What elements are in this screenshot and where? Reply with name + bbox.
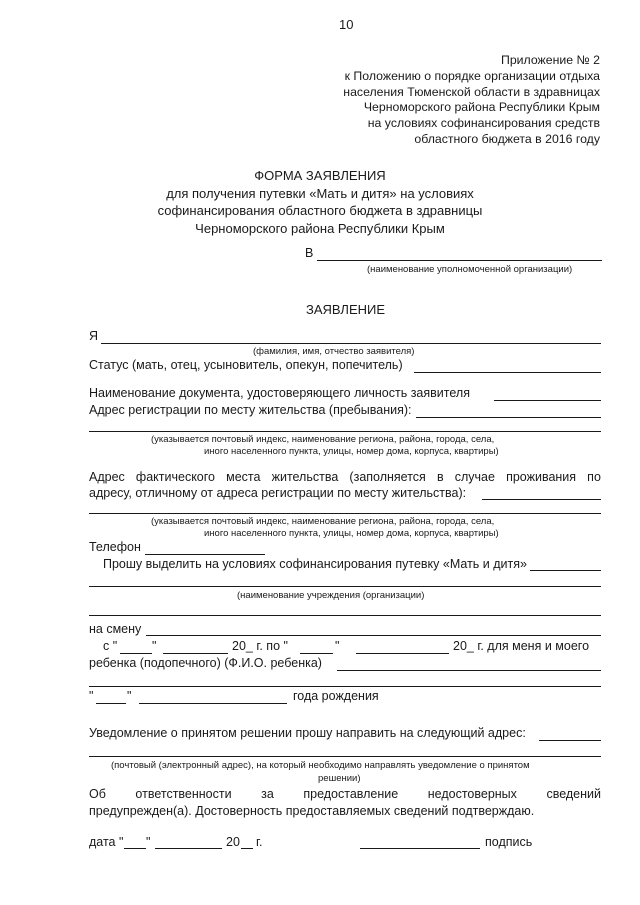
sign-year-field[interactable] <box>241 848 253 849</box>
shift-label: на смену <box>89 622 142 636</box>
sign-date-quote: " <box>146 835 151 849</box>
sign-date-month[interactable] <box>155 848 222 849</box>
request-field[interactable] <box>530 570 601 571</box>
statement-title: ЗАЯВЛЕНИЕ <box>306 302 386 317</box>
fact-label-line1 <box>89 470 601 484</box>
fact-word: (заполняется <box>349 470 426 484</box>
birth-quote-open: " <box>89 689 94 703</box>
fact-word: места <box>226 470 261 484</box>
appendix-line: к Положению о порядке организации отдыха <box>344 68 600 83</box>
date-from-month[interactable] <box>163 653 228 654</box>
fact-word: в <box>436 470 444 484</box>
shift-field[interactable] <box>146 635 601 636</box>
date-from-quote: " <box>152 639 157 653</box>
fact-caption: (указывается почтовый индекс, наименование региона, района, города, села, <box>151 516 495 527</box>
notify-field-line2[interactable] <box>89 756 601 757</box>
sign-date-day[interactable] <box>124 848 146 849</box>
fact-word: случае <box>454 470 495 484</box>
fact-word: фактического <box>135 470 215 484</box>
form-title-line: софинансирования областного бюджета в здравницы <box>157 203 483 218</box>
sign-year-suffix: г. <box>256 835 263 849</box>
fact-word: жительства <box>271 470 339 484</box>
notify-field[interactable] <box>539 740 601 741</box>
birth-label: года рождения <box>293 689 379 703</box>
reg-field[interactable] <box>416 417 601 418</box>
birth-quote-close: " <box>127 689 132 703</box>
recipient-prefix: В <box>305 246 314 260</box>
form-title-line: ФОРМА ЗАЯВЛЕНИЯ <box>254 168 386 183</box>
resp-word: предоставление <box>303 787 399 801</box>
resp-word: недостоверных <box>427 787 517 801</box>
institution-field[interactable] <box>89 586 601 587</box>
fio-field[interactable] <box>101 343 601 344</box>
fact-field-line2[interactable] <box>89 513 601 514</box>
fact-label-line2: адресу, отличному от адреса регистрации по месту жительства): <box>89 486 467 500</box>
fact-caption: иного населенного пункта, улицы, номер дома, корпуса, квартиры) <box>204 528 499 539</box>
birth-month[interactable] <box>139 703 287 704</box>
form-title <box>0 167 640 237</box>
date-to-day[interactable] <box>300 653 333 654</box>
birth-day[interactable] <box>96 703 126 704</box>
child-field[interactable] <box>337 670 601 671</box>
sign-date-label: дата " <box>89 835 124 849</box>
appendix-line: областного бюджета в 2016 году <box>414 131 600 146</box>
form-title-line: для получения путевки «Мать и дитя» на условиях <box>166 185 474 201</box>
child-label: ребенка (подопечного) (Ф.И.О. ребенка) <box>89 656 322 670</box>
signature-label: подпись <box>485 835 533 849</box>
resp-word: сведений <box>546 787 601 801</box>
date-from-day[interactable] <box>120 653 152 654</box>
notify-caption: решении) <box>318 773 361 784</box>
status-label: Статус (мать, отец, усыновитель, опекун, попечитель) <box>89 358 403 372</box>
institution-caption: (наименование учреждения (организации) <box>237 590 425 601</box>
reg-caption: иного населенного пункта, улицы, номер дома, корпуса, квартиры) <box>204 446 499 457</box>
reg-field-line2[interactable] <box>89 431 601 432</box>
notify-caption: (почтовый (электронный адрес), на который необходимо направлять уведомление о принятом <box>111 760 530 771</box>
page-number: 10 <box>339 17 354 32</box>
child-field-line2[interactable] <box>89 686 601 687</box>
fact-word: Адрес <box>89 470 125 484</box>
year-mid: 20_ г. по " <box>232 639 288 653</box>
date-to-quote: " <box>335 639 340 653</box>
fact-word: по <box>587 470 601 484</box>
appendix-line: Черноморского района Республики Крым <box>363 100 600 115</box>
date-from-prefix: с " <box>103 639 118 653</box>
resp-line1 <box>89 787 601 801</box>
date-to-month[interactable] <box>356 653 449 654</box>
form-title-line: Черноморского района Республики Крым <box>195 220 445 236</box>
reg-caption: (указывается почтовый индекс, наименование региона, района, города, села, <box>151 434 495 445</box>
reg-label: Адрес регистрации по месту жительства (пребывания): <box>89 403 412 417</box>
signature-field[interactable] <box>360 848 480 849</box>
appendix-line: Приложение № 2 <box>501 53 600 67</box>
resp-line2: предупрежден(а). Достоверность предоставляемых сведений подтверждаю. <box>89 804 535 818</box>
resp-word: Об <box>89 787 106 801</box>
i-label: Я <box>89 329 99 343</box>
institution-field-line2[interactable] <box>89 615 601 616</box>
request-label: Прошу выделить на условиях софинансирования путевку «Мать и дитя» <box>103 557 527 571</box>
sign-year: 20 <box>226 835 240 849</box>
doc-label: Наименование документа, удостоверяющего личность заявителя <box>89 386 470 400</box>
fact-field[interactable] <box>482 499 601 500</box>
year-end: 20_ г. для меня и моего <box>453 639 590 653</box>
fio-caption: (фамилия, имя, отчество заявителя) <box>253 346 415 357</box>
notify-label: Уведомление о принятом решении прошу направить на следующий адрес: <box>89 726 526 740</box>
resp-word: за <box>261 787 274 801</box>
status-field[interactable] <box>414 372 601 373</box>
fact-word: проживания <box>506 470 577 484</box>
resp-word: ответственности <box>135 787 232 801</box>
appendix-line: населения Тюменской области в здравницах <box>343 84 600 99</box>
appendix-line: на условиях софинансирования средств <box>367 116 600 131</box>
appendix-block <box>343 53 600 148</box>
recipient-field[interactable] <box>317 260 602 261</box>
recipient-caption: (наименование уполномоченной организации) <box>367 264 573 275</box>
doc-field[interactable] <box>494 400 601 401</box>
phone-label: Телефон <box>89 540 141 554</box>
phone-field[interactable] <box>145 554 265 555</box>
